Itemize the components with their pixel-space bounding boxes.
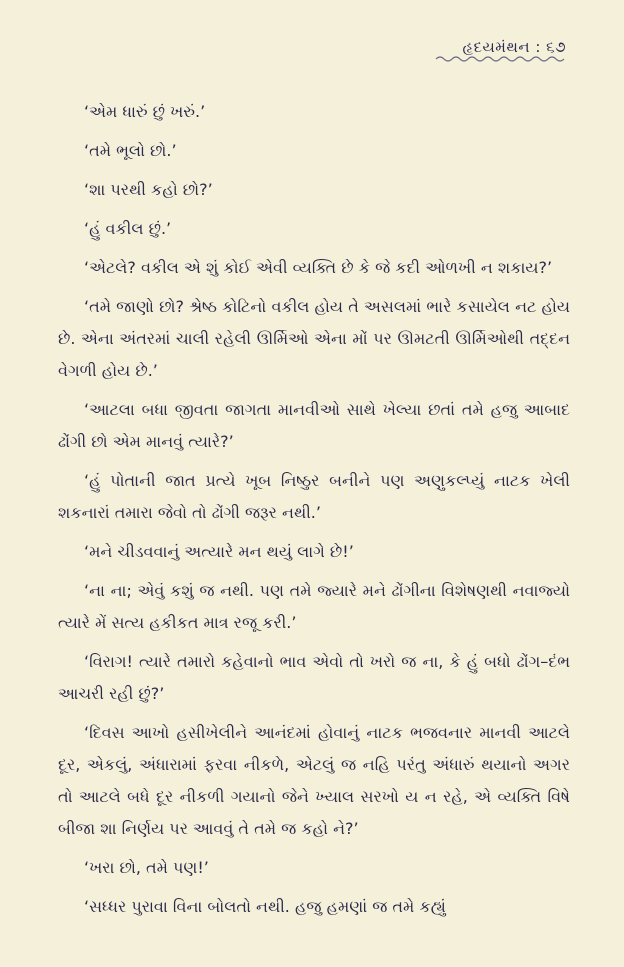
paragraph: ‘ના ના; એવું કશું જ નથી. પણ તમે જ્યારે મને ઢોંગીના વિશેષણથી નવાજ્યો ત્યારે મેં સત્ય હકીકત માત્ર રજૂ કરી.’ bbox=[58, 581, 570, 632]
paragraph: ‘સધ્ધર પુરાવા વિના બોલતો નથી. હજુ હમણાં જ તમે કહ્યું bbox=[84, 897, 446, 916]
paragraph: ‘એમ ધારું છું ખરું.’ bbox=[84, 102, 206, 121]
paragraph: ‘આટલા બધા જીવતા જાગતા માનવીઓ સાથે ખેલ્યા છતાં તમે હજુ આબાદ ઢોંગી છો એમ માનવું ત્યારે?’ bbox=[58, 400, 570, 451]
paragraph: ‘દિવસ આખો હસીખેલીને આનંદમાં હોવાનું નાટક ભજવનાર માનવી આટલે દૂર, એકલું, અંધારામાં ફરવા નીકળે, એટલું જ નહિ પરંતુ અંધારું થયાનો અગર તો આટલે બધે દૂર નીકળી ગયાનો જેને ખ્યાલ સરખો ય ન રહે, એ વ્યક્તિ વિષે બીજા શા નિર્ણય પર આવવું તે તમે જ કહો ને?’ bbox=[58, 723, 570, 838]
page-header bbox=[434, 38, 566, 64]
running-head: હૃદયમંથન : ૬૭ bbox=[462, 38, 566, 56]
paragraph: ‘શા પરથી કહો છો?’ bbox=[84, 180, 213, 199]
paragraph: ‘વિરાગ! ત્યારે તમારો કહેવાનો ભાવ એવો તો ખરો જ ના, કે હું બધો ઢોંગ–દંભ આચરી રહી છું?’ bbox=[58, 652, 570, 703]
paragraph: ‘હું વકીલ છું.’ bbox=[84, 219, 172, 238]
paragraph: ‘હું પોતાની જાત પ્રત્યે ખૂબ નિષ્ઠુર બનીને પણ અણુકલ્પ્યું નાટક ખેલી શકનારાં તમારા જેવો તો ઢોંગી જરૂર નથી.’ bbox=[58, 471, 570, 522]
paragraph: ‘તમે જાણો છો? શ્રેષ્ઠ કોટિનો વકીલ હોય તે અસલમાં ભારે કસાયેલ નટ હોય છે. એના અંતરમાં ચાલી રહેલી ઊર્મિઓ એના મોં પર ઊમટતી ઊર્મિઓથી તદ્દન વેગળી હોય છે.’ bbox=[58, 297, 570, 380]
paragraph: ‘ખરા છો, તમે પણ!’ bbox=[84, 858, 209, 877]
paragraph: ‘એટલે? વકીલ એ શું કોઈ એવી વ્યક્તિ છે કે જે કદી ઓળખી ન શકાય?’ bbox=[84, 258, 553, 277]
body-text bbox=[58, 96, 570, 930]
paragraph: ‘મને ચીડવવાનું અત્યારે મન થયું લાગે છે!’ bbox=[84, 542, 354, 561]
paragraph: ‘તમે ભૂલો છો.’ bbox=[84, 141, 177, 160]
